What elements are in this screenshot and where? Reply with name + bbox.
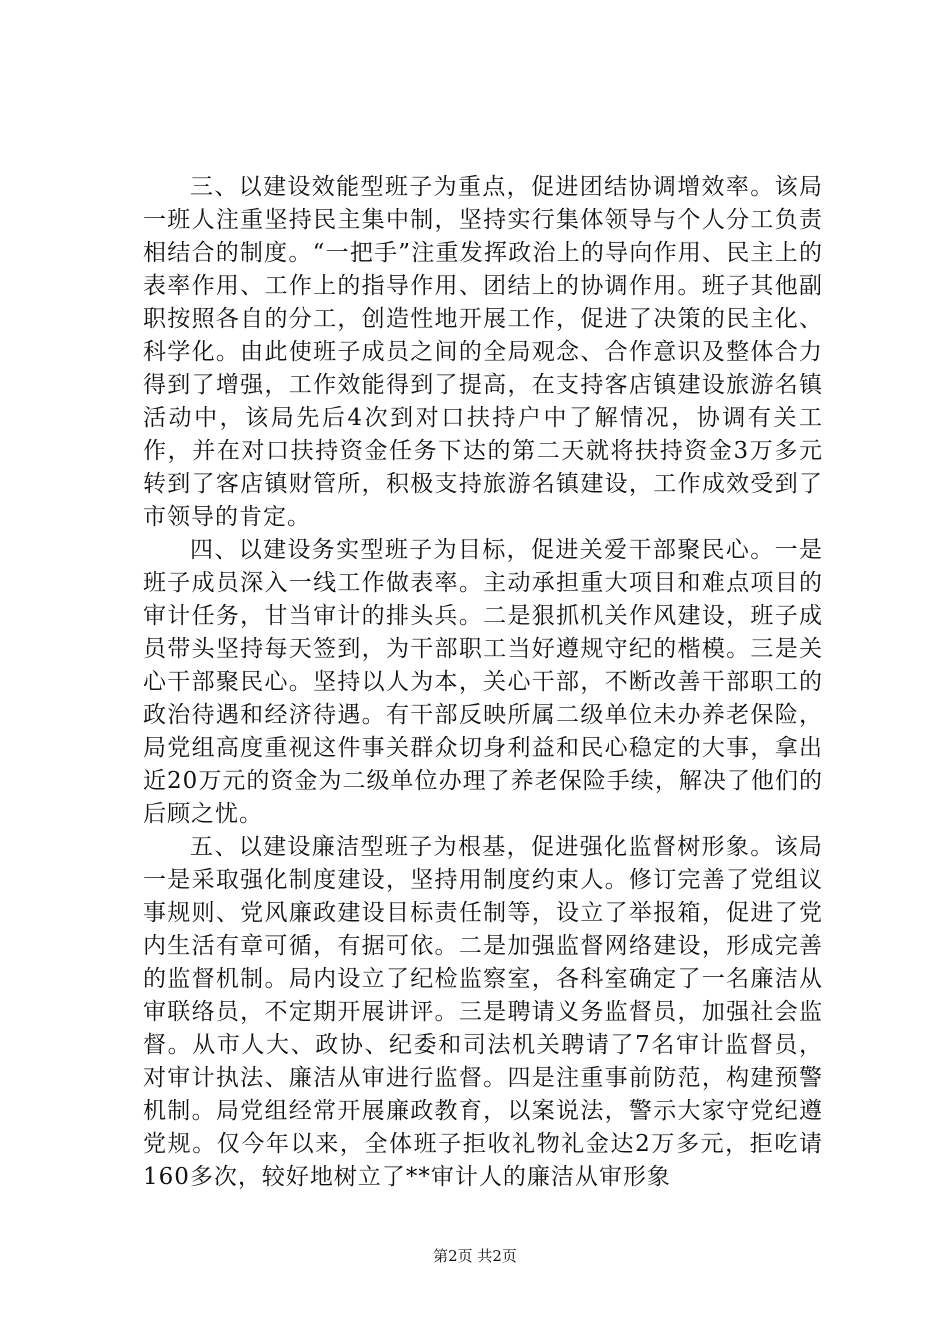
paragraph-pragmatic: 四、以建设务实型班子为目标，促进关爱干部聚民心。一是班子成员深入一线工作做表率。主动承担重大项目和难点项目的审计任务，甘当审计的排头兵。二是狠抓机关作风建设，班子成员带头坚持每天签到，为干部职工当好遵规守纪的楷模。三是关心干部聚民心。坚持以人为本，关心干部，不断改善干部职工的政治待遇和经济待遇。有干部反映所属二级单位未办养老保险，局党组高度重视这件事关群众切身利益和民心稳定的大事，拿出近20万元的资金为二级单位办理了养老保险手续，解决了他们的后顾之忧。 [143, 537, 823, 827]
document-body [143, 171, 823, 1194]
paragraph-efficiency: 三、以建设效能型班子为重点，促进团结协调增效率。该局一班人注重坚持民主集中制，坚持实行集体领导与个人分工负责相结合的制度。“一把手”注重发挥政治上的导向作用、民主上的表率作用、工作上的指导作用、团结上的协调作用。班子其他副职按照各自的分工，创造性地开展工作，促进了决策的民主化、科学化。由此使班子成员之间的全局观念、合作意识及整体合力得到了增强，工作效能得到了提高，在支持客店镇建设旅游名镇活动中，该局先后4次到对口扶持户中了解情况，协调有关工作，并在对口扶持资金任务下达的第二天就将扶持资金3万多元转到了客店镇财管所，积极支持旅游名镇建设，工作成效受到了市领导的肯定。 [143, 174, 823, 530]
page-number: 第2页 共2页 [433, 1247, 517, 1265]
paragraph-integrity: 五、以建设廉洁型班子为根基，促进强化监督树形象。该局一是采取强化制度建设，坚持用制度约束人。修订完善了党组议事规则、党风廉政建设目标责任制等，设立了举报箱，促进了党内生活有章可循，有据可依。二是加强监督网络建设，形成完善的监督机制。局内设立了纪检监察室，各科室确定了一名廉洁从审联络员，不定期开展讲评。三是聘请义务监督员，加强社会监督。从市人大、政协、纪委和司法机关聘请了7名审计监督员，对审计执法、廉洁从审进行监督。四是注重事前防范，构建预警机制。局党组经常开展廉政教育，以案说法，警示大家守党纪遵党规。仅今年以来，全体班子拒收礼物礼金达2万多元，拒吃请160多次，较好地树立了**审计人的廉洁从审形象 [143, 834, 823, 1190]
